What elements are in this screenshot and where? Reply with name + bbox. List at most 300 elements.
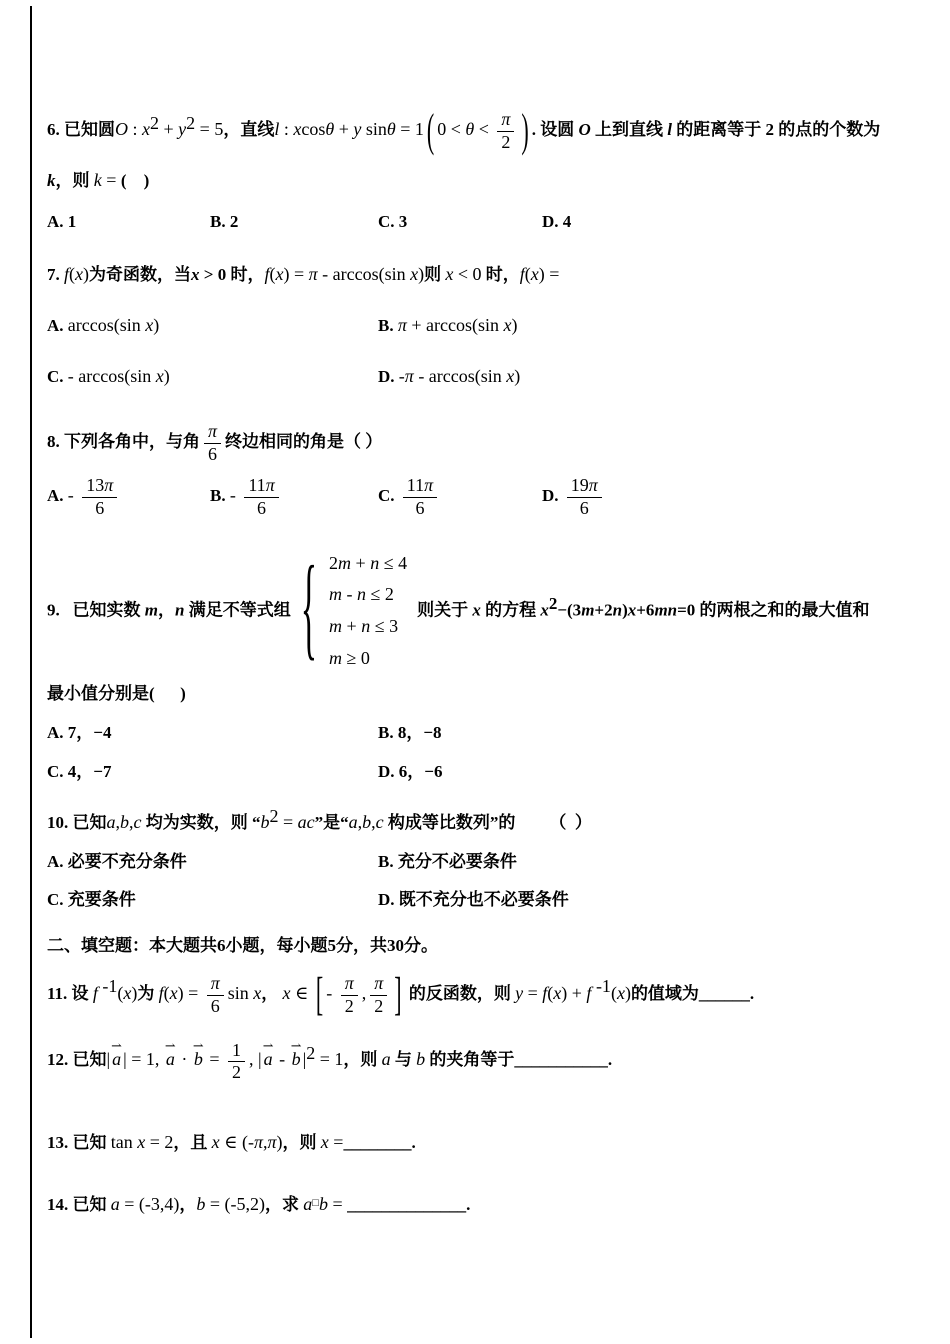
fraction [341, 973, 358, 1017]
text-run: 与 [390, 1050, 417, 1070]
text-run: ，且 [173, 1132, 212, 1152]
math-roman: ∈ (- [219, 1131, 254, 1152]
vector-arrow-icon: ⇀ [192, 1037, 204, 1053]
math-roman: 11 [406, 475, 425, 496]
text-run: A. 1 [47, 211, 77, 231]
text-run: ， [261, 983, 283, 1003]
question-6-option-d [542, 206, 571, 238]
math-roman: , [115, 811, 120, 832]
math-roman: | [106, 1049, 111, 1070]
math-variable-bold: x [191, 265, 200, 285]
text-run: +2 [594, 600, 613, 620]
text-run: 的夹角等于___________. [425, 1050, 613, 1070]
math-variable: y [353, 119, 362, 139]
fraction [497, 109, 514, 153]
math-variable: ac [297, 811, 315, 832]
question-6 [47, 102, 902, 238]
math-roman: = 2 [145, 1131, 174, 1152]
math-variable: x [169, 982, 178, 1003]
math-variable: x [530, 264, 539, 285]
text-run: =0 的两根之和的最大值和 [677, 600, 870, 620]
math-variable: π [501, 109, 511, 130]
text-run: ”是“ [314, 812, 349, 832]
denominator [567, 498, 602, 520]
vector-variable [164, 1035, 177, 1084]
math-variable: a [348, 811, 358, 832]
superscript [591, 976, 611, 997]
math-variable: b [318, 1193, 328, 1214]
text-run: 14. 已知 [47, 1194, 111, 1214]
question-10-options-row2 [47, 884, 902, 916]
cases-rows [329, 550, 407, 674]
math-roman: , | [249, 1049, 262, 1070]
denominator [403, 498, 437, 520]
question-14 [47, 1186, 902, 1222]
math-roman: ( [117, 982, 124, 1003]
question-12-stem [47, 1035, 902, 1084]
superscript [97, 976, 118, 997]
fraction [207, 973, 224, 1017]
math-roman: 2 [344, 995, 354, 1016]
math-roman: , [357, 811, 363, 832]
question-13-stem [47, 1124, 902, 1160]
text-run: C. 4，−7 [47, 761, 112, 781]
math-variable: x [616, 982, 625, 1003]
numerator [204, 421, 221, 444]
math-roman: 6 [208, 443, 218, 464]
math-variable: x [75, 264, 84, 285]
math-variable: x [320, 1131, 329, 1152]
denominator [244, 498, 278, 520]
case-row [329, 645, 407, 673]
math-roman: = [101, 169, 121, 190]
math-roman: ) [131, 982, 138, 1003]
math-roman: - arccos(sin [67, 365, 156, 386]
math-roman: ) [418, 264, 425, 285]
question-6-options [47, 206, 902, 238]
math-roman: 6 [257, 497, 267, 518]
text-run: C. [47, 366, 68, 386]
math-roman: ) [276, 1131, 283, 1152]
math-variable: θ [325, 119, 335, 139]
math-roman: -1 [97, 976, 118, 997]
math-variable: k [93, 169, 102, 190]
math-variable: x [155, 365, 164, 386]
math-variable: x [253, 982, 262, 1003]
math-variable-bold: l [667, 120, 672, 139]
text-run: . 设圆 [531, 120, 579, 139]
text-run: 9. 已知实数 [47, 600, 145, 620]
text-run: 构成等比数列”的 （ ） [383, 812, 592, 832]
math-variable: f [264, 264, 270, 285]
math-roman: ) [511, 315, 518, 336]
text-run: 6. 已知圆 [47, 120, 115, 139]
math-variable: m [329, 584, 343, 605]
math-variable: O [115, 119, 128, 139]
fraction [204, 421, 221, 465]
question-14-stem [47, 1186, 902, 1222]
math-roman: + [159, 119, 179, 139]
math-roman: - [274, 1049, 290, 1070]
text-run: ，则 [343, 1050, 382, 1070]
math-variable: n [361, 616, 371, 637]
text-run: D. [542, 486, 563, 506]
question-8-option-a [47, 475, 210, 519]
text-run: C. 3 [378, 211, 408, 231]
text-run: ______________. [347, 1194, 471, 1214]
text-run: A. [47, 316, 68, 336]
math-roman: ( [269, 264, 276, 285]
math-roman: : [279, 119, 294, 139]
math-roman: 6 [579, 497, 589, 518]
math-roman: ≤ 4 [379, 552, 408, 573]
math-variable: f [92, 982, 98, 1003]
text-run: A. [47, 486, 68, 506]
math-variable: x [445, 264, 454, 285]
big-bracket: ] [394, 967, 402, 1021]
math-roman: 2 [232, 1062, 242, 1083]
math-variable-bold: mn [654, 600, 678, 620]
text-run: 的值域为______. [630, 983, 755, 1003]
text-run: ，求 [265, 1194, 304, 1214]
question-11-stem [47, 967, 902, 1021]
numerator [244, 475, 278, 498]
text-run: ，直线 [223, 120, 275, 139]
question-10-option-b [378, 846, 517, 878]
text-run: 最小值分别是( ) [47, 684, 186, 704]
math-variable: l [274, 119, 280, 139]
question-10-option-d [378, 884, 569, 916]
case-row [329, 581, 407, 609]
math-roman: = [278, 811, 298, 832]
math-variable: x [282, 982, 291, 1003]
math-roman: ≤ 2 [366, 584, 394, 605]
math-variable: x [137, 1131, 146, 1152]
text-run: 的方程 [480, 600, 541, 620]
math-roman: 2 [374, 995, 384, 1016]
math-roman: ≥ 0 [342, 648, 370, 669]
superscript [306, 1042, 316, 1063]
math-variable: n [370, 552, 380, 573]
math-roman: = 5 [195, 119, 224, 139]
question-11 [47, 967, 902, 1021]
math-variable: b [416, 1049, 426, 1070]
math-variable: f [64, 264, 70, 285]
denominator [228, 1062, 245, 1084]
math-roman: - arccos(sin [317, 264, 411, 285]
text-run: ， [157, 600, 175, 620]
math-roman: ) = [177, 982, 203, 1003]
math-variable-bold: x [627, 600, 637, 620]
text-run: ( ) [120, 170, 150, 190]
vector-letter: b [291, 1049, 301, 1070]
text-run: B. 8，−8 [378, 723, 442, 743]
text-run: B. 2 [210, 211, 239, 231]
question-8 [47, 419, 902, 520]
case-row [329, 613, 407, 641]
math-roman: - arccos(sin [413, 365, 507, 386]
vector-arrow-icon: ⇀ [111, 1037, 123, 1053]
fraction [82, 475, 117, 519]
math-variable: π [265, 475, 275, 496]
question-7-option-a [47, 308, 378, 342]
math-variable: x [142, 119, 151, 139]
text-run: 13. 已知 [47, 1132, 111, 1152]
math-roman: ) [163, 365, 170, 386]
text-run: 11. 设 [47, 983, 93, 1003]
math-roman: ( [547, 982, 554, 1003]
denominator [207, 996, 224, 1018]
math-roman: = [523, 982, 543, 1003]
vector-arrow-icon: ⇀ [290, 1037, 302, 1053]
text-run: A. 必要不充分条件 [47, 851, 187, 871]
math-variable: π [344, 972, 354, 993]
math-roman: + [342, 616, 362, 637]
left-brace-icon: { [300, 546, 318, 673]
text-run: C. [378, 486, 399, 506]
math-variable: a [381, 1049, 391, 1070]
math-variable: π [208, 421, 218, 442]
question-6-option-c [378, 206, 542, 238]
question-9-options-row2 [47, 756, 902, 788]
math-roman: : [128, 119, 143, 139]
math-variable: b [196, 1193, 206, 1214]
math-roman: , [129, 811, 134, 832]
question-9-option-b [378, 717, 442, 749]
question-6-stem-line2 [47, 162, 902, 198]
math-roman: 6 [210, 995, 220, 1016]
math-roman: 6 [95, 497, 105, 518]
vector-letter: a [165, 1049, 175, 1070]
denominator [341, 996, 358, 1018]
text-run: A. 7，−4 [47, 723, 112, 743]
math-variable-bold: n [174, 600, 185, 620]
big-bracket: ) [521, 104, 529, 157]
math-variable: m [329, 616, 343, 637]
numerator [567, 475, 602, 498]
text-run: 满足不等式组 [184, 600, 291, 620]
question-8-option-d [542, 475, 606, 519]
math-variable: b [120, 811, 129, 832]
question-7-stem [47, 256, 902, 292]
math-roman: = (-5,2) [205, 1193, 266, 1214]
math-variable-bold: k [47, 170, 56, 190]
math-variable: f [586, 982, 592, 1003]
math-variable-bold: m [581, 600, 595, 620]
math-roman: = [204, 1049, 225, 1070]
question-6-option-b [210, 206, 378, 238]
math-roman: ) = [283, 264, 309, 285]
numerator [341, 973, 358, 996]
inequality-system [300, 546, 408, 674]
math-variable: x [211, 1131, 220, 1152]
math-roman: ) [514, 365, 521, 386]
math-variable: π [267, 1131, 277, 1152]
section-2-header: 二、填空题：本大题共6小题，每小题5分，共30分。 [47, 935, 438, 955]
math-variable: π [404, 365, 414, 386]
math-roman: ( [524, 264, 531, 285]
math-variable: x [506, 365, 515, 386]
math-roman: sin [361, 119, 387, 139]
text-run: 终边相同的角是（ ） [225, 431, 383, 451]
math-variable: c [133, 811, 142, 832]
question-9-option-a [47, 717, 378, 749]
text-run: B. [378, 316, 398, 336]
math-roman: + arccos(sin [406, 315, 504, 336]
math-variable: a [303, 1193, 313, 1214]
math-variable: x [123, 982, 132, 1003]
numerator [82, 475, 117, 498]
math-roman: < [474, 119, 494, 139]
math-variable: π [424, 475, 434, 496]
math-roman: 2 [150, 112, 160, 133]
math-roman: = [327, 1193, 348, 1214]
math-roman: - [326, 982, 337, 1003]
math-roman: arccos(sin [67, 315, 146, 336]
math-variable: π [308, 264, 318, 285]
question-7 [47, 256, 902, 393]
math-roman: ) [153, 315, 160, 336]
text-run: D. 既不充分也不必要条件 [378, 890, 569, 910]
question-8-options [47, 475, 902, 519]
math-roman: = (-3,4) [119, 1193, 180, 1214]
math-roman: < 0 [453, 264, 482, 285]
text-run: ，则 [55, 170, 94, 190]
text-run: 7. [47, 265, 64, 285]
math-roman: ) [624, 982, 631, 1003]
text-run: 时， [481, 265, 520, 285]
question-9-option-c [47, 756, 378, 788]
math-roman: tan [110, 1131, 138, 1152]
math-variable: a [110, 1193, 120, 1214]
text-run: D. 6，−6 [378, 761, 443, 781]
math-variable-bold: x [540, 600, 549, 620]
text-run: −(3 [557, 600, 582, 620]
text-run: ) [622, 600, 628, 620]
text-run: > 0 时， [199, 265, 265, 285]
question-7-options-row1 [47, 308, 902, 342]
question-7-option-b [378, 308, 518, 342]
math-variable: x [553, 982, 562, 1003]
question-9-stem-line2 [47, 677, 902, 711]
math-variable: f [542, 982, 548, 1003]
superscript [269, 805, 279, 826]
math-variable: π [397, 315, 407, 336]
math-roman: -1 [591, 976, 611, 997]
math-roman: 2 [329, 552, 339, 573]
math-roman: sin [227, 982, 254, 1003]
numerator [207, 973, 224, 996]
text-run: D. 4 [542, 211, 572, 231]
missing-glyph-box: □ [312, 1196, 319, 1209]
math-roman: 2 [269, 805, 279, 826]
math-roman: ) = [538, 264, 560, 285]
text-run: 的距离等于 2 的点的个数为 [671, 120, 881, 139]
text-run: 上到直线 [590, 120, 668, 139]
math-variable: π [253, 1131, 263, 1152]
math-variable: b [362, 811, 372, 832]
vector-variable [262, 1035, 275, 1084]
math-roman: + [334, 119, 354, 139]
denominator [370, 996, 387, 1018]
math-variable: m [338, 552, 352, 573]
math-roman: + [351, 552, 371, 573]
math-variable: π [374, 972, 384, 993]
text-run: ________. [343, 1132, 416, 1152]
text-run: 均为实数，则 “ [141, 812, 261, 832]
math-roman: = [328, 1131, 344, 1152]
math-variable: y [515, 982, 524, 1003]
question-10 [47, 804, 902, 917]
math-roman: 2 [186, 112, 196, 133]
math-variable: x [275, 264, 284, 285]
fraction [403, 475, 437, 519]
superscript [186, 112, 196, 133]
denominator [82, 498, 117, 520]
math-roman: 13 [86, 475, 105, 496]
question-10-stem [47, 804, 902, 840]
math-roman: ( [69, 264, 76, 285]
case-row [329, 550, 407, 578]
fraction [228, 1040, 245, 1084]
question-9-options-row1 [47, 717, 902, 749]
math-roman: 2 [501, 131, 511, 152]
numerator [403, 475, 437, 498]
denominator [204, 444, 221, 466]
math-roman: ( [610, 982, 617, 1003]
question-13 [47, 1124, 902, 1160]
vector-variable [290, 1035, 303, 1084]
big-bracket: [ [315, 967, 324, 1021]
math-variable: x [145, 315, 154, 336]
text-run: 的反函数，则 [404, 983, 516, 1003]
math-variable: y [178, 119, 187, 139]
question-12 [47, 1035, 902, 1084]
numerator [497, 109, 514, 132]
vector-letter: a [263, 1049, 273, 1070]
math-roman: , [263, 1131, 268, 1152]
text-run: B. 充分不必要条件 [378, 851, 517, 871]
math-variable: x [293, 119, 302, 139]
question-9-option-d [378, 756, 442, 788]
vector-letter: b [193, 1049, 203, 1070]
math-roman: | [302, 1049, 307, 1070]
page-border-line [30, 6, 32, 1338]
vector-variable [192, 1035, 205, 1084]
question-8-option-c [378, 475, 542, 519]
math-variable: π [210, 972, 220, 993]
math-roman: 6 [415, 497, 425, 518]
math-variable: f [158, 982, 164, 1003]
question-6-option-a [47, 206, 210, 238]
question-8-stem [47, 419, 902, 465]
math-roman: , [371, 811, 376, 832]
fraction [370, 973, 387, 1017]
math-variable: x [410, 264, 419, 285]
math-variable: m [329, 648, 343, 669]
text-run: 2 [548, 593, 558, 613]
math-variable: c [375, 811, 384, 832]
math-roman: ( [163, 982, 170, 1003]
text-run: 则关于 [417, 600, 473, 620]
math-variable: π [104, 475, 114, 496]
math-roman: 19 [570, 475, 589, 496]
text-run: 为 [137, 983, 159, 1003]
text-run: ，则 [282, 1132, 321, 1152]
text-run: B. [210, 486, 230, 506]
question-7-option-d [378, 359, 520, 393]
question-7-option-c [47, 359, 378, 393]
